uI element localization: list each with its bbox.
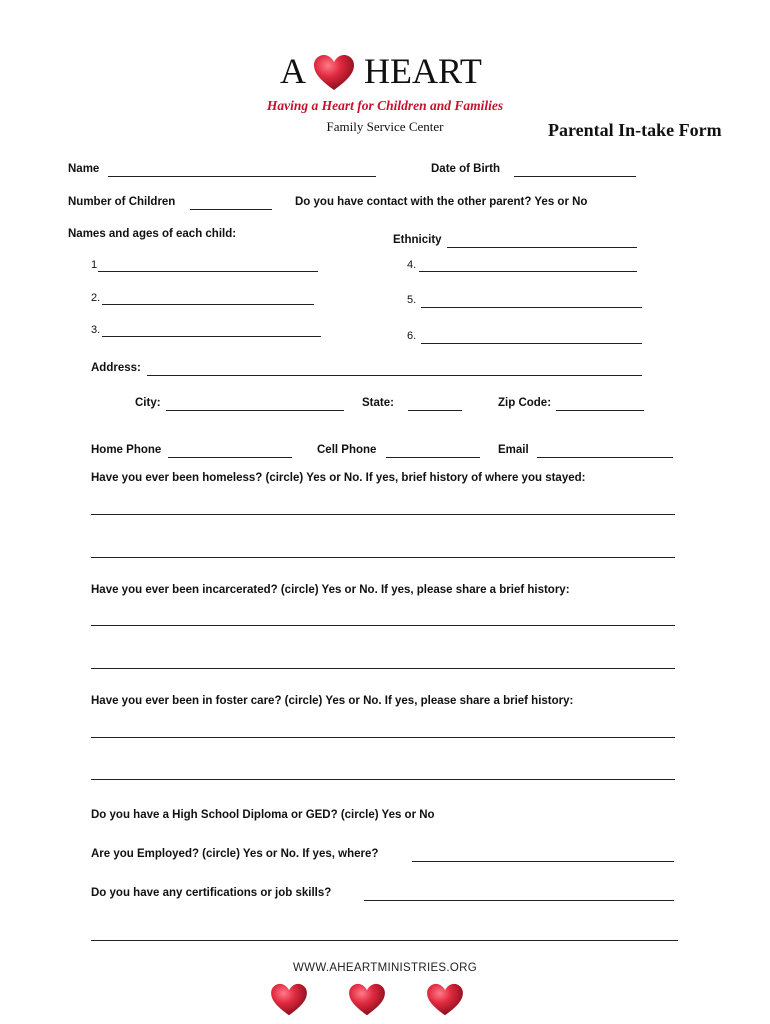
incarcerated-question: Have you ever been incarcerated? (circle) Yes or No. If yes, please share a brief history: xyxy=(91,584,570,596)
homeless-answer-line-1[interactable] xyxy=(91,514,675,515)
certifications-question: Do you have any certifications or job skills? xyxy=(91,887,332,899)
name-label: Name xyxy=(68,163,100,175)
heart-icon xyxy=(312,54,356,92)
child-1-field[interactable] xyxy=(98,271,318,272)
state-field[interactable] xyxy=(408,410,462,411)
homeless-question: Have you ever been homeless? (circle) Yes or No. If yes, brief history of where you stayed: xyxy=(91,472,586,484)
city-field[interactable] xyxy=(166,410,344,411)
cell-phone-label: Cell Phone xyxy=(317,444,377,456)
incarcerated-answer-line-1[interactable] xyxy=(91,625,675,626)
brand-left-text: A xyxy=(280,51,306,91)
ethnicity-label: Ethnicity xyxy=(393,234,442,246)
email-field[interactable] xyxy=(537,457,673,458)
center-name: Family Service Center xyxy=(326,119,444,134)
form-title: Parental In-take Form xyxy=(548,120,722,140)
zip-field[interactable] xyxy=(556,410,644,411)
state-label: State: xyxy=(362,397,394,409)
child-5-field[interactable] xyxy=(421,307,642,308)
extra-answer-line[interactable] xyxy=(91,940,678,941)
address-label: Address: xyxy=(91,362,141,374)
foster-answer-line-2[interactable] xyxy=(91,779,675,780)
home-phone-field[interactable] xyxy=(168,457,292,458)
num-children-label: Number of Children xyxy=(68,196,176,208)
dob-label: Date of Birth xyxy=(431,163,500,175)
home-phone-label: Home Phone xyxy=(91,444,162,456)
child-2-label: 2. xyxy=(91,292,101,304)
ethnicity-field[interactable] xyxy=(447,247,637,248)
child-6-label: 6. xyxy=(407,330,417,342)
dob-field[interactable] xyxy=(514,176,636,177)
child-5-label: 5. xyxy=(407,294,417,306)
cell-phone-field[interactable] xyxy=(386,457,480,458)
num-children-field[interactable] xyxy=(190,209,272,210)
contact-other-parent-label: Do you have contact with the other parent? Yes or No xyxy=(295,196,588,208)
tagline: Having a Heart for Children and Families xyxy=(266,98,504,113)
heart-icon xyxy=(268,983,310,1017)
city-label: City: xyxy=(135,397,161,409)
employed-question: Are you Employed? (circle) Yes or No. If yes, where? xyxy=(91,848,379,860)
brand-right-text: HEART xyxy=(364,51,482,91)
employer-field[interactable] xyxy=(412,861,674,862)
email-label: Email xyxy=(498,444,529,456)
child-1-label: 1 xyxy=(91,259,98,271)
zip-label: Zip Code: xyxy=(498,397,552,409)
foster-answer-line-1[interactable] xyxy=(91,737,675,738)
name-field[interactable] xyxy=(108,176,376,177)
brand-logo xyxy=(0,50,770,94)
heart-icon xyxy=(424,983,466,1017)
website-footer: WWW.AHEARTMINISTRIES.ORG xyxy=(293,962,477,974)
incarcerated-answer-line-2[interactable] xyxy=(91,668,675,669)
certifications-field[interactable] xyxy=(364,900,674,901)
heart-icon xyxy=(346,983,388,1017)
child-4-label: 4. xyxy=(407,259,417,271)
child-3-field[interactable] xyxy=(102,336,321,337)
names-ages-label: Names and ages of each child: xyxy=(68,228,237,240)
diploma-question: Do you have a High School Diploma or GED? (circle) Yes or No xyxy=(91,809,435,821)
homeless-answer-line-2[interactable] xyxy=(91,557,675,558)
address-field[interactable] xyxy=(147,375,642,376)
child-4-field[interactable] xyxy=(419,271,637,272)
foster-question: Have you ever been in foster care? (circle) Yes or No. If yes, please share a brief history: xyxy=(91,695,574,707)
child-2-field[interactable] xyxy=(102,304,314,305)
child-6-field[interactable] xyxy=(421,343,642,344)
child-3-label: 3. xyxy=(91,324,101,336)
